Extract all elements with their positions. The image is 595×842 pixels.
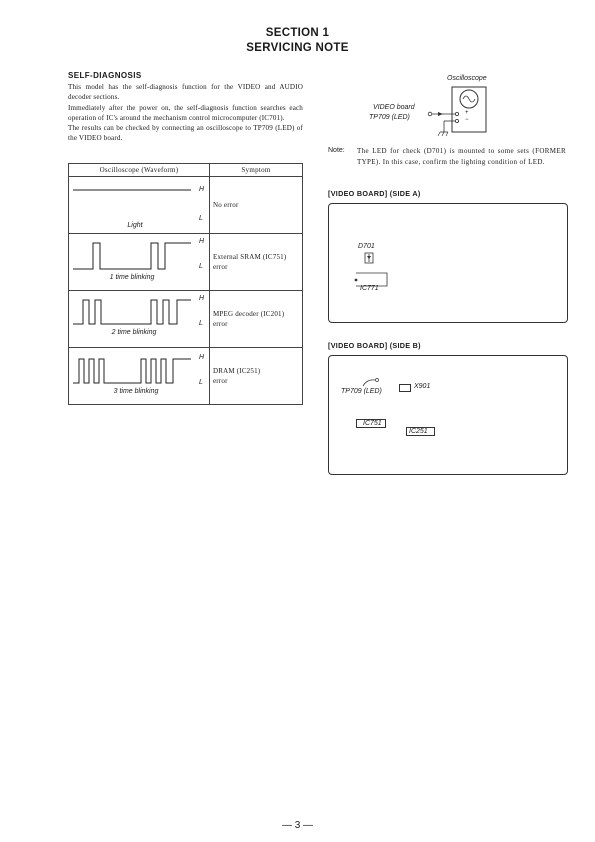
table-row: [69, 348, 303, 405]
table-row: [69, 177, 303, 234]
tp709-board-label: TP709 (LED): [341, 388, 382, 395]
symptom-cell: [210, 291, 303, 348]
symptom-text: No error: [213, 201, 239, 209]
waveform-label: 1 time blinking: [109, 274, 155, 281]
waveform-cell: [69, 348, 210, 405]
symptom-cell: [210, 177, 303, 234]
d701-label: D701: [358, 243, 375, 250]
table-row: [69, 234, 303, 291]
x901-label: X901: [414, 383, 431, 390]
self-diagnosis-heading: SELF-DIAGNOSIS: [68, 71, 142, 80]
tp709-label: TP709 (LED): [369, 114, 410, 121]
x901-crystal: [399, 384, 411, 392]
probe-point-icon: [361, 376, 381, 388]
self-diagnosis-paragraph-2: Immediately after the power on, the self-diagnosis function searches each operation of IC's around the mechanism control microcomputer (IC701).: [68, 103, 303, 122]
video-board-label: VIDEO board: [373, 104, 415, 111]
waveform-label: 2 time blinking: [111, 329, 157, 336]
section-title: SERVICING NOTE: [246, 42, 349, 54]
high-label: H: [199, 295, 205, 302]
oscilloscope-diagram: [360, 84, 500, 140]
section-number: SECTION 1: [265, 27, 330, 39]
waveform-2-blink: [69, 291, 209, 347]
header-symptom: Symptom: [210, 164, 303, 177]
low-label: L: [199, 320, 203, 327]
table-row: [69, 291, 303, 348]
header-waveform: Oscilloscope (Waveform): [69, 164, 210, 177]
waveform-cell: [69, 234, 210, 291]
table-header-row: [69, 164, 303, 177]
ic751-label: IC751: [363, 420, 382, 427]
ic751-chip: [356, 419, 386, 428]
symptom-text-2: error: [213, 320, 228, 328]
side-a-label: [VIDEO BOARD] (SIDE A): [328, 189, 421, 198]
ic251-label: IC251: [409, 428, 428, 435]
oscilloscope-title: Oscilloscope: [447, 75, 487, 82]
high-label: H: [199, 354, 205, 361]
symptom-text: DRAM (IC251): [213, 367, 261, 375]
oscilloscope-body: [452, 87, 486, 132]
waveform-label: Light: [127, 222, 143, 229]
led-icon: [364, 252, 374, 264]
symptom-cell: [210, 234, 303, 291]
high-label: H: [199, 238, 205, 245]
minus-terminal-label: −: [465, 117, 469, 123]
diagnosis-table: [68, 163, 303, 405]
ic251-chip: [406, 427, 435, 436]
symptom-text: MPEG decoder (IC201): [213, 310, 285, 318]
waveform-cell: [69, 291, 210, 348]
low-label: L: [199, 263, 203, 270]
side-b-label: [VIDEO BOARD] (SIDE B): [328, 341, 421, 350]
low-label: L: [199, 215, 203, 222]
side-b-board: [328, 355, 568, 475]
tp709-terminal: [428, 112, 432, 116]
note-text: The LED for check (D701) is mounted to some sets (FORMER TYPE). In this case, confirm the lighting condition of LED.: [357, 147, 566, 166]
low-label: L: [199, 379, 203, 386]
self-diagnosis-paragraph-1: This model has the self-diagnosis function for the VIDEO and AUDIO decoder sections.: [68, 83, 303, 102]
self-diagnosis-text: [68, 82, 303, 144]
page-number: — 3 —: [281, 820, 314, 831]
symptom-text-2: error: [213, 263, 228, 271]
plus-terminal-label: +: [465, 110, 469, 116]
side-a-board: [328, 203, 568, 323]
symptom-cell: [210, 348, 303, 405]
ic771-label: IC771: [360, 285, 379, 292]
symptom-text-2: error: [213, 377, 228, 385]
waveform-1-blink: [69, 234, 209, 290]
note-prefix: Note:: [328, 147, 345, 154]
high-label: H: [199, 186, 205, 193]
self-diagnosis-paragraph-3: The results can be checked by connecting an oscilloscope to TP709 (LED) of the VIDEO board.: [68, 124, 303, 143]
waveform-3-blink: [69, 348, 209, 404]
waveform-cell: [69, 177, 210, 234]
symptom-text: External SRAM (IC751): [213, 253, 287, 261]
waveform-label: 3 time blinking: [113, 388, 159, 395]
